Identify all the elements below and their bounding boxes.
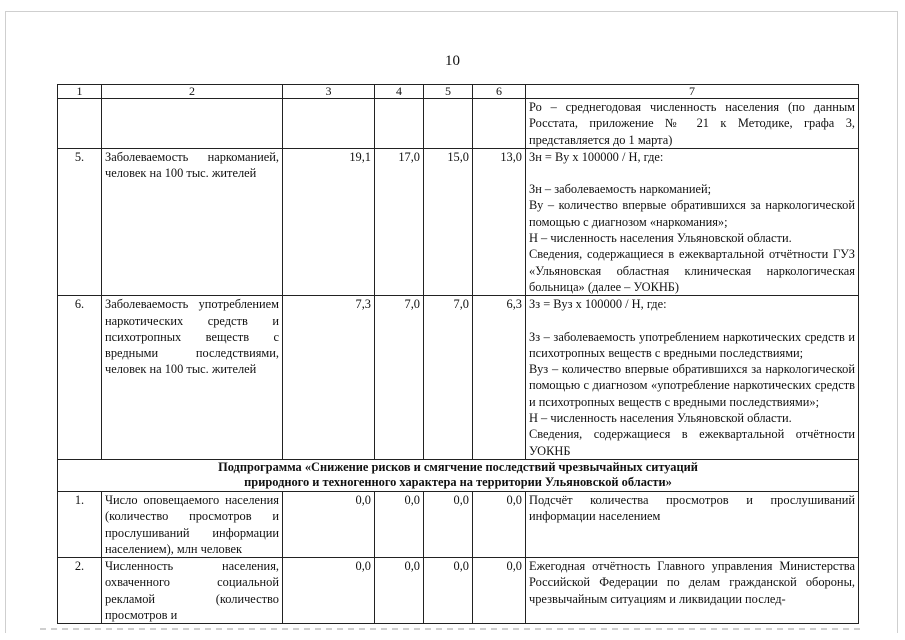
subprogram-row [58, 459, 859, 491]
column-header: 2 [102, 85, 283, 99]
table-row [58, 99, 859, 149]
value-cell: 6,3 [473, 296, 526, 460]
value-cell [424, 99, 473, 149]
column-header: 7 [526, 85, 859, 99]
value-cell: 13,0 [473, 148, 526, 295]
subprogram-heading [58, 459, 859, 491]
page-border-top [5, 11, 898, 12]
method-line: Н – численность населения Ульяновской области. [529, 231, 792, 246]
value-cell [375, 99, 424, 149]
value-cell: 19,1 [283, 148, 375, 295]
value-cell: 15,0 [424, 148, 473, 295]
value-cell [283, 99, 375, 149]
value-cell: 0,0 [424, 491, 473, 557]
formula-line: Зз = Вуз х 100000 / Н, где: [529, 297, 667, 312]
method-line: Зн – заболеваемость наркоманией; [529, 182, 712, 197]
method-line: Зз – заболеваемость употреблением наркотических средств и психотропных веществ с вредными последствиями; [529, 329, 855, 360]
value-cell: 0,0 [473, 491, 526, 557]
table-header-row [58, 85, 859, 99]
table-row [58, 491, 859, 557]
method-line: Ву – количество впервые обратившихся за наркологической помощью с диагнозом «наркомания»; [529, 198, 855, 229]
table-row [58, 296, 859, 460]
method-description [526, 491, 859, 557]
indicators-table [57, 84, 859, 624]
column-header: 1 [58, 85, 102, 99]
method-line: Вуз – количество впервые обратившихся за наркологической помощью с диагнозом «употребление наркотических средств и психотропных веществ с вредными последствиями»; [529, 362, 855, 409]
column-header: 4 [375, 85, 424, 99]
blank-line [529, 313, 855, 329]
page-border-left [5, 11, 6, 633]
method-description [526, 296, 859, 460]
method-line: Ежегодная отчётность Главного управления Министерства Российской Федерации по делам гражданской обороны, чрезвычайным ситуациям и ликвидации послед- [529, 559, 855, 606]
indicator-name [102, 99, 283, 149]
value-cell: 17,0 [375, 148, 424, 295]
row-number: 2. [58, 558, 102, 624]
column-header: 5 [424, 85, 473, 99]
method-line: Сведения, содержащиеся в ежеквартальной отчётности УОКНБ [529, 427, 855, 458]
value-cell: 7,0 [424, 296, 473, 460]
scan-edge [40, 628, 860, 630]
indicator-name: Численность населения, охваченного социальной рекламой (количество просмотров и [102, 558, 283, 624]
method-line: Ро – среднегодовая численность населения (по данным Росстата, приложение № 21 к Методике, графа 3, представляется до 1 марта) [529, 100, 855, 147]
method-line: Сведения, содержащиеся в ежеквартальной отчётности ГУЗ «Ульяновская областная клиническая наркологическая больница» (далее – УОКНБ) [529, 247, 855, 294]
row-number: 5. [58, 148, 102, 295]
subprogram-title-line: природного и техногенного характера на территории Ульяновской области» [244, 475, 672, 490]
indicator-name: Заболеваемость наркоманией, человек на 100 тыс. жителей [102, 148, 283, 295]
table-row [58, 148, 859, 295]
value-cell [473, 99, 526, 149]
method-description [526, 558, 859, 624]
indicator-name: Число оповещаемого населения (количество просмотров и прослушиваний информации населением), млн человек [102, 491, 283, 557]
value-cell: 7,3 [283, 296, 375, 460]
value-cell: 0,0 [283, 491, 375, 557]
method-line: Н – численность населения Ульяновской области. [529, 411, 792, 426]
blank-line [529, 165, 855, 181]
row-number [58, 99, 102, 149]
value-cell: 0,0 [375, 491, 424, 557]
table-row [58, 558, 859, 624]
formula-line: Зн = Ву х 100000 / Н, где: [529, 149, 664, 164]
indicator-name: Заболеваемость употреблением наркотических средств и психотропных веществ с вредными последствиями, человек на 100 тыс. жителей [102, 296, 283, 460]
value-cell: 0,0 [283, 558, 375, 624]
page-number: 10 [445, 53, 460, 69]
value-cell: 0,0 [424, 558, 473, 624]
value-cell: 0,0 [473, 558, 526, 624]
column-header: 3 [283, 85, 375, 99]
row-number: 1. [58, 491, 102, 557]
value-cell: 7,0 [375, 296, 424, 460]
method-description [526, 99, 859, 149]
method-line: Подсчёт количества просмотров и прослушиваний информации населением [529, 492, 855, 524]
row-number: 6. [58, 296, 102, 460]
value-cell: 0,0 [375, 558, 424, 624]
subprogram-title-line: Подпрограмма «Снижение рисков и смягчение последствий чрезвычайных ситуаций [218, 459, 698, 474]
page-border-right [897, 11, 898, 633]
column-header: 6 [473, 85, 526, 99]
method-description [526, 148, 859, 295]
